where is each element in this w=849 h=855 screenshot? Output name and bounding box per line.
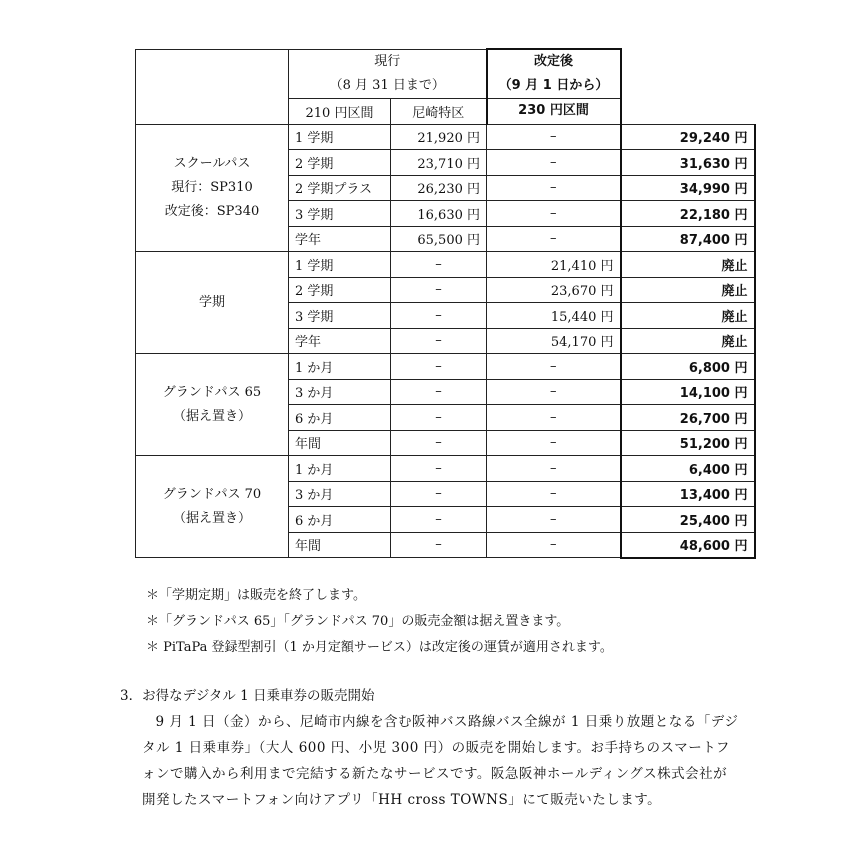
new-fare-cell: 87,400 円 [621, 226, 755, 252]
current-fare-cell: – [391, 507, 487, 533]
term-cell: 1 か月 [289, 354, 391, 380]
fare-table-body [136, 49, 755, 558]
current-fare-cell: – [391, 277, 487, 303]
amagasaki-fare-cell: – [487, 379, 621, 405]
new-fare-cell: 26,700 円 [621, 405, 755, 431]
current-fare-cell: – [391, 430, 487, 456]
current-fare-cell: 21,920 円 [391, 124, 487, 150]
new-fare-cell: 14,100 円 [621, 379, 755, 405]
group-name-line: グランドパス 70 [162, 486, 262, 502]
new-fare-cell: 廃止 [621, 303, 755, 329]
group-name-line: 学期 [198, 294, 225, 310]
current-fare-cell: – [391, 328, 487, 354]
term-cell: 年間 [289, 430, 391, 456]
group-name-cell [136, 252, 289, 354]
term-cell: 3 か月 [289, 379, 391, 405]
group-name-cell [136, 456, 289, 558]
new-fare-cell: 6,800 円 [621, 354, 755, 380]
amagasaki-fare-cell: – [487, 507, 621, 533]
current-fare-cell: – [391, 252, 487, 278]
header-empty-cell [136, 49, 289, 124]
group-name-line: （据え置き） [172, 408, 251, 424]
fare-table [135, 48, 756, 559]
table-row [136, 354, 755, 380]
group-name-line: グランドパス 65 [162, 384, 262, 400]
amagasaki-fare-cell: – [487, 226, 621, 252]
section-heading: 3．お得なデジタル 1 日乗車券の販売開始 [120, 688, 375, 704]
term-cell: 3 学期 [289, 303, 391, 329]
new-fare-cell: 廃止 [621, 277, 755, 303]
term-cell: 6 か月 [289, 405, 391, 431]
new-fare-cell: 22,180 円 [621, 201, 755, 227]
group-name-cell [136, 124, 289, 252]
term-cell: 2 学期 [289, 277, 391, 303]
new-fare-cell: 51,200 円 [621, 430, 755, 456]
current-fare-cell: – [391, 481, 487, 507]
new-fare-cell: 48,600 円 [621, 532, 755, 558]
table-row [136, 252, 755, 278]
current-fare-cell: 26,230 円 [391, 175, 487, 201]
current-fare-cell: – [391, 405, 487, 431]
term-cell: 年間 [289, 532, 391, 558]
group-name-line: 現行：SP310 [171, 179, 253, 195]
new-fare-cell: 13,400 円 [621, 481, 755, 507]
current-fare-cell: – [391, 354, 487, 380]
term-cell: 3 学期 [289, 201, 391, 227]
amagasaki-fare-cell: – [487, 124, 621, 150]
notes-list [146, 583, 613, 661]
term-cell: 2 学期 [289, 150, 391, 176]
current-fare-cell: – [391, 532, 487, 558]
new-fare-cell: 25,400 円 [621, 507, 755, 533]
term-cell: 学年 [289, 328, 391, 354]
header-col-amagasaki: 尼崎特区 [391, 99, 487, 125]
note-item: ＊「グランドパス 65」「グランドパス 70」の販売金額は据え置きます。 [146, 614, 570, 629]
note-item: ＊ PiTaPa 登録型割引（1 か月定額サービス）は改定後の運賃が適用されます。 [146, 640, 613, 655]
amagasaki-fare-cell: – [487, 532, 621, 558]
amagasaki-fare-cell: 21,410 円 [487, 252, 621, 278]
header-col-210: 210 円区間 [289, 99, 391, 125]
table-row [136, 124, 755, 150]
amagasaki-fare-cell: – [487, 150, 621, 176]
current-fare-cell: – [391, 379, 487, 405]
new-fare-cell: 31,630 円 [621, 150, 755, 176]
amagasaki-fare-cell: – [487, 456, 621, 482]
current-fare-cell: – [391, 303, 487, 329]
amagasaki-fare-cell: – [487, 354, 621, 380]
amagasaki-fare-cell: – [487, 175, 621, 201]
new-fare-cell: 廃止 [621, 252, 755, 278]
header-current [289, 49, 487, 99]
new-fare-cell: 34,990 円 [621, 175, 755, 201]
current-fare-cell: 65,500 円 [391, 226, 487, 252]
term-cell: 学年 [289, 226, 391, 252]
group-name-cell [136, 354, 289, 456]
table-row [136, 456, 755, 482]
amagasaki-fare-cell: – [487, 481, 621, 507]
new-fare-cell: 29,240 円 [621, 124, 755, 150]
term-cell: 3 か月 [289, 481, 391, 507]
term-cell: 6 か月 [289, 507, 391, 533]
current-fare-cell: – [391, 456, 487, 482]
header-new-sub: （9 月 1 日から） [498, 78, 609, 93]
current-fare-cell: 23,710 円 [391, 150, 487, 176]
term-cell: 2 学期プラス [289, 175, 391, 201]
header-current-label: 現行 [374, 53, 401, 69]
new-fare-cell: 6,400 円 [621, 456, 755, 482]
section-body: 9 月 1 日（金）から、尼崎市内線を含む阪神バス路線バス全線が 1 日乗り放題となる「デジタル 1 日乗車券」（大人 600 円、小児 300 円）の販売を開始します。お手持ちのスマートフォンで購入から利用まで完結する新たなサービスです。阪急阪神ホールディングス株式会社が開発したスマートフォン向けアプリ「HH cross TOWNS」にて販売いたします。 [142, 714, 739, 808]
note-item: ＊「学期定期」は販売を終了します。 [146, 588, 366, 603]
amagasaki-fare-cell: – [487, 201, 621, 227]
amagasaki-fare-cell: – [487, 430, 621, 456]
amagasaki-fare-cell: 15,440 円 [487, 303, 621, 329]
amagasaki-fare-cell: 23,670 円 [487, 277, 621, 303]
amagasaki-fare-cell: 54,170 円 [487, 328, 621, 354]
new-fare-cell: 廃止 [621, 328, 755, 354]
section-3 [120, 683, 740, 813]
header-new-label: 改定後 [533, 54, 573, 69]
group-name-line: 改定後：SP340 [164, 203, 260, 219]
group-name-line: （据え置き） [172, 510, 251, 526]
current-fare-cell: 16,630 円 [391, 201, 487, 227]
term-cell: 1 学期 [289, 124, 391, 150]
header-col-230: 230 円区間 [487, 99, 621, 125]
header-current-sub: （8 月 31 日まで） [329, 77, 445, 93]
amagasaki-fare-cell: – [487, 405, 621, 431]
header-new [487, 49, 621, 99]
term-cell: 1 学期 [289, 252, 391, 278]
group-name-line: スクールパス [173, 155, 251, 171]
term-cell: 1 か月 [289, 456, 391, 482]
